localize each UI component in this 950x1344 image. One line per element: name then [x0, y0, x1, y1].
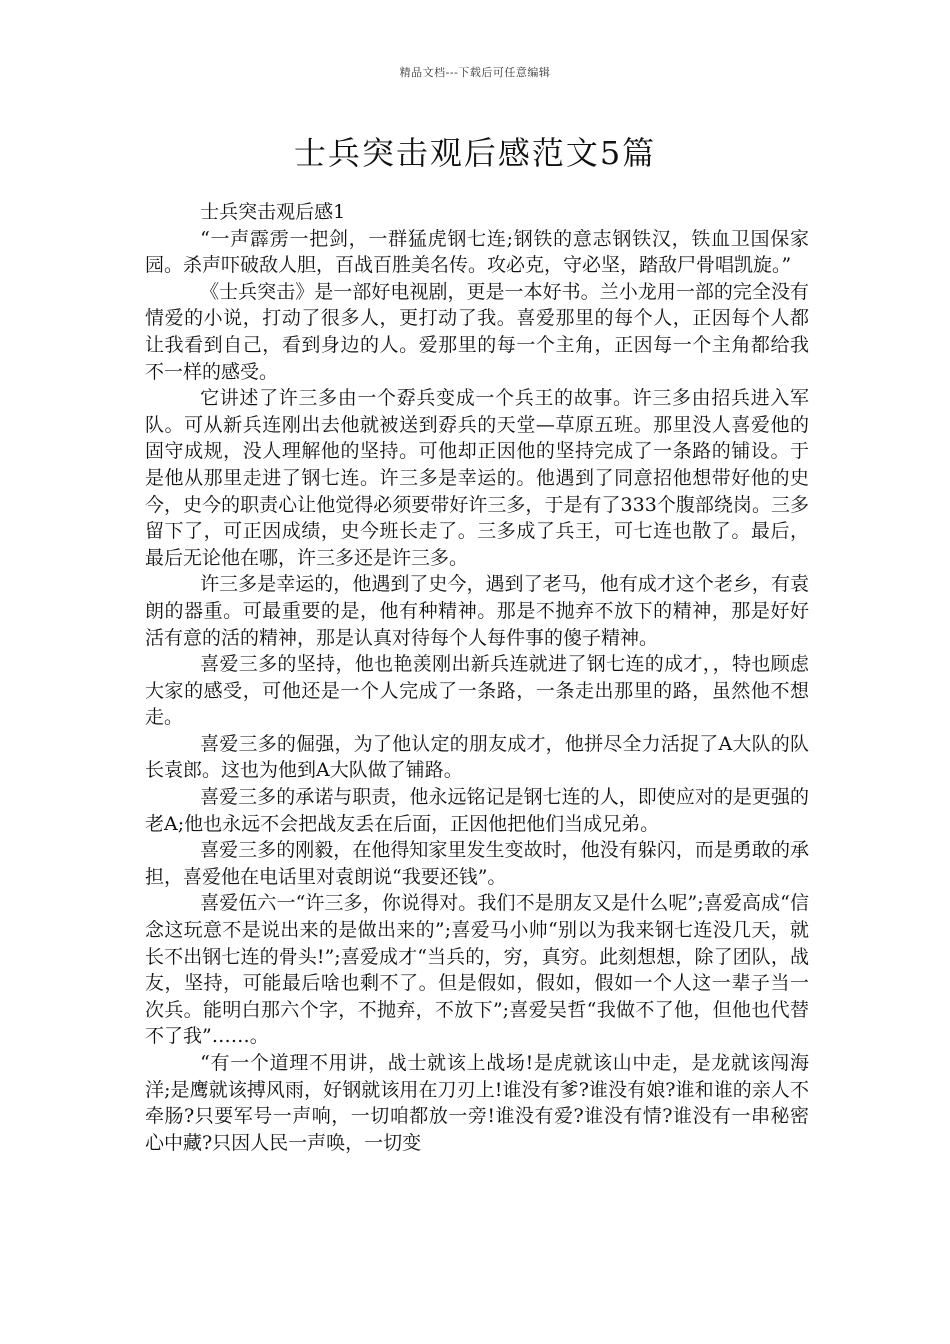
document-body — [145, 199, 809, 1156]
header-note: 精品文档---下载后可任意编辑 — [399, 66, 551, 79]
section-heading: 士兵突击观后感1 — [200, 201, 346, 223]
document-title: 士兵突击观后感范文5篇 — [293, 134, 657, 172]
paragraph: 喜爱三多的承诺与职责，他永远铭记是钢七连的人，即使应对的是更强的老A;他也永远不会把战友丢在后面，正因他把他们当成兄弟。 — [145, 786, 809, 835]
paragraph: 喜爱三多的坚持，他也艳羡刚出新兵连就进了钢七连的成才，，特也顾虑大家的感受，可他还是一个人完成了一条路，一条走出那里的路，虽然他不想走。 — [145, 653, 809, 729]
paragraph: “有一个道理不用讲，战士就该上战场!是虎就该山中走，是龙就该闯海洋;是鹰就该搏风雨，好钢就该用在刀刃上!谁没有爹?谁没有娘?谁和谁的亲人不牵肠?只要军号一声响，一切咱都放一旁!谁没有爱?谁没有情?谁没有一串秘密心中藏?只因人民一声唤，一切变 — [145, 1052, 809, 1154]
paragraph: 《士兵突击》是一部好电视剧，更是一本好书。兰小龙用一部的完全没有情爱的小说，打动了很多人，更打动了我。喜爱那里的每个人，正因每个人都让我看到自己，看到身边的人。爱那里的每一个主角，正因每一个主角都给我不一样的感受。 — [145, 280, 809, 383]
paragraph: 许三多是幸运的，他遇到了史今，遇到了老马，他有成才这个老乡，有袁朗的器重。可最重要的是，他有种精神。那是不抛弃不放下的精神，那是好好活有意的活的精神，那是认真对待每个人每件事的傻子精神。 — [145, 573, 809, 649]
paragraph: 喜爱伍六一“许三多，你说得对。我们不是朋友又是什么呢”;喜爱高成“信念这玩意不是说出来的是做出来的”;喜爱马小帅“别以为我来钢七连没几天，就长不出钢七连的骨头!”;喜爱成才“当兵的，穷，真穷。此刻想想，除了团队，战友，坚持，可能最后啥也剩不了。但是假如，假如，假如一个人这一辈子当一次兵。能明白那六个字，不抛弃，不放下”;喜爱吴哲“我做不了他，但他也代替不了我”……。 — [145, 892, 809, 1048]
paragraph: “一声霹雳一把剑，一群猛虎钢七连;钢铁的意志钢铁汉，铁血卫国保家园。杀声吓破敌人胆，百战百胜美名传。攻必克，守必坚，踏敌尸骨唱凯旋。” — [145, 227, 809, 277]
paragraph: 它讲述了许三多由一个孬兵变成一个兵王的故事。许三多由招兵进入军队。可从新兵连刚出去他就被送到孬兵的天堂—草原五班。那里没人喜爱他的固守成规，没人理解他的坚持。可他却正因他的坚持完成了一条路的铺设。于是他从那里走进了钢七连。许三多是幸运的。他遇到了同意招他想带好他的史今，史今的职责心让他觉得必须要带好许三多，于是有了333个腹部绕岗。三多留下了，可正因成绩，史今班长走了。三多成了兵王，可七连也散了。最后，最后无论他在哪，许三多还是许三多。 — [145, 387, 809, 569]
paragraph: 喜爱三多的刚毅，在他得知家里发生变故时，他没有躲闪，而是勇敢的承担，喜爱他在电话里对袁朗说“我要还钱”。 — [145, 839, 809, 888]
paragraph: 喜爱三多的倔强，为了他认定的朋友成才，他拼尽全力活捉了A大队的队长袁郎。这也为他到A大队做了铺路。 — [145, 732, 809, 782]
